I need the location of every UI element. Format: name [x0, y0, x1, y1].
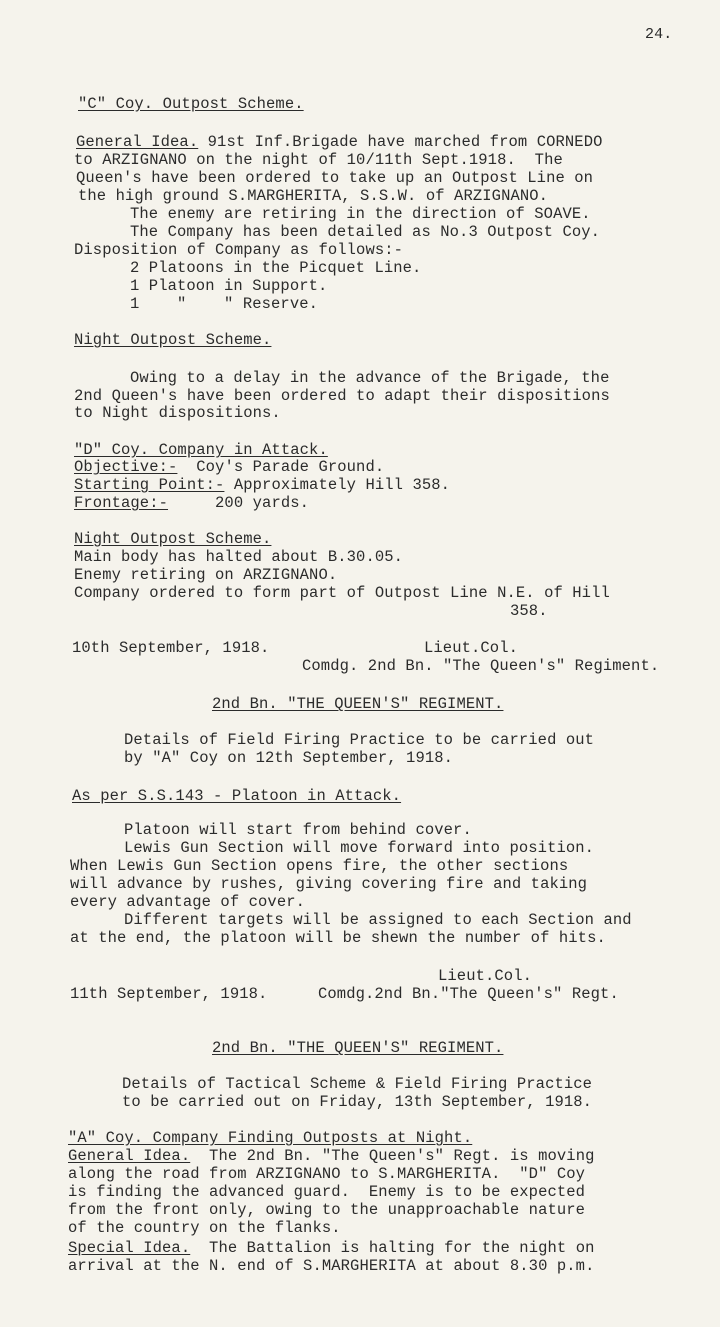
night-scheme-2-line: Main body has halted about B.30.05. — [74, 548, 404, 566]
signature-2-command: Comdg.2nd Bn."The Queen's" Regt. — [318, 985, 619, 1003]
frontage-value: 200 yards. — [215, 494, 310, 512]
section-3-general-line: of the country on the flanks. — [68, 1219, 341, 1237]
night-scheme-2-line: 358. — [510, 602, 548, 620]
special-idea-text: The Battalion is halting for the night on — [209, 1239, 595, 1257]
section-3-special-line: arrival at the N. end of S.MARGHERITA at about 8.30 p.m. — [68, 1257, 595, 1275]
section-3-intro: Details of Tactical Scheme & Field Firing Practice — [122, 1075, 593, 1093]
general-idea-text: The 2nd Bn. "The Queen's" Regt. is moving — [209, 1147, 595, 1165]
signature-2-rank: Lieut.Col. — [438, 967, 533, 985]
scheme-c-general-line — [76, 134, 603, 151]
objective-label: Objective:- — [74, 458, 178, 476]
section-2-line: When Lewis Gun Section opens fire, the other sections — [70, 857, 569, 875]
night-scheme-2-line: Enemy retiring on ARZIGNANO. — [74, 566, 338, 584]
scheme-d-frontage — [74, 495, 309, 512]
scheme-c-heading: "C" Coy. Outpost Scheme. — [78, 95, 304, 113]
objective-value: Coy's Parade Ground. — [196, 458, 385, 476]
section-3-intro: to be carried out on Friday, 13th September, 1918. — [122, 1093, 593, 1111]
section-2-line: at the end, the platoon will be shewn the number of hits. — [70, 929, 606, 947]
scheme-c-line: 1 Platoon in Support. — [130, 277, 328, 295]
starting-point-value: Approximately Hill 358. — [233, 476, 451, 494]
scheme-c-line: Disposition of Company as follows:- — [74, 241, 404, 259]
section-2-line: every advantage of cover. — [70, 893, 306, 911]
signature-1-date: 10th September, 1918. — [72, 639, 270, 657]
scheme-c-line: the high ground S.MARGHERITA, S.S.W. of ARZIGNANO. — [78, 187, 549, 205]
scheme-c-line: 2 Platoons in the Picquet Line. — [130, 259, 422, 277]
section-3-heading: 2nd Bn. "THE QUEEN'S" REGIMENT. — [212, 1039, 504, 1057]
starting-point-label: Starting Point:- — [74, 476, 225, 494]
scheme-d-heading: "D" Coy. Company in Attack. — [74, 441, 328, 459]
night-scheme-2-line: Company ordered to form part of Outpost Line N.E. of Hill — [74, 584, 610, 602]
scheme-d-starting-point — [74, 477, 450, 494]
section-3-general-line — [68, 1148, 595, 1165]
scheme-d-objective — [74, 459, 384, 476]
section-2-heading: 2nd Bn. "THE QUEEN'S" REGIMENT. — [212, 695, 504, 713]
scheme-c-line: 1 " " Reserve. — [130, 295, 319, 313]
scheme-c-line: The Company has been detailed as No.3 Outpost Coy. — [130, 223, 601, 241]
scheme-c-line: Queen's have been ordered to take up an Outpost Line on — [76, 169, 594, 187]
section-2-line: Different targets will be assigned to each Section and — [124, 911, 632, 929]
section-3-general-line: from the front only, owing to the unapproachable nature — [68, 1201, 586, 1219]
night-scheme-1-heading: Night Outpost Scheme. — [74, 331, 272, 349]
night-scheme-1-line: to Night dispositions. — [74, 404, 281, 422]
frontage-label: Frontage:- — [74, 494, 169, 512]
night-scheme-1-line: 2nd Queen's have been ordered to adapt their dispositions — [74, 387, 610, 405]
section-2-subheading: As per S.S.143 - Platoon in Attack. — [72, 787, 402, 805]
section-3-special-line — [68, 1240, 595, 1257]
section-2-line: will advance by rushes, giving covering fire and taking — [70, 875, 588, 893]
night-scheme-1-line: Owing to a delay in the advance of the Brigade, the — [130, 369, 610, 387]
section-3-general-line: is finding the advanced guard. Enemy is to be expected — [68, 1183, 586, 1201]
scheme-c-line: The enemy are retiring in the direction of SOAVE. — [130, 205, 591, 223]
general-idea-label: General Idea. — [68, 1147, 191, 1165]
general-idea-label: General Idea. — [76, 133, 199, 151]
section-3-subheading: "A" Coy. Company Finding Outposts at Night. — [68, 1129, 473, 1147]
section-2-line: Platoon will start from behind cover. — [124, 821, 472, 839]
signature-1-command: Comdg. 2nd Bn. "The Queen's" Regiment. — [302, 657, 660, 675]
night-scheme-2-heading: Night Outpost Scheme. — [74, 530, 272, 548]
section-2-intro: Details of Field Firing Practice to be carried out — [124, 731, 595, 749]
page-number: 24. — [645, 26, 673, 43]
section-3-general-line: along the road from ARZIGNANO to S.MARGHERITA. "D" Coy — [68, 1165, 586, 1183]
special-idea-label: Special Idea. — [68, 1239, 191, 1257]
section-2-line: Lewis Gun Section will move forward into position. — [124, 839, 595, 857]
scheme-c-line: to ARZIGNANO on the night of 10/11th Sept.1918. The — [74, 151, 563, 169]
signature-2-date: 11th September, 1918. — [70, 985, 268, 1003]
section-2-intro: by "A" Coy on 12th September, 1918. — [124, 749, 454, 767]
general-idea-text: 91st Inf.Brigade have marched from CORNEDO — [207, 133, 603, 151]
signature-1-rank: Lieut.Col. — [424, 639, 519, 657]
